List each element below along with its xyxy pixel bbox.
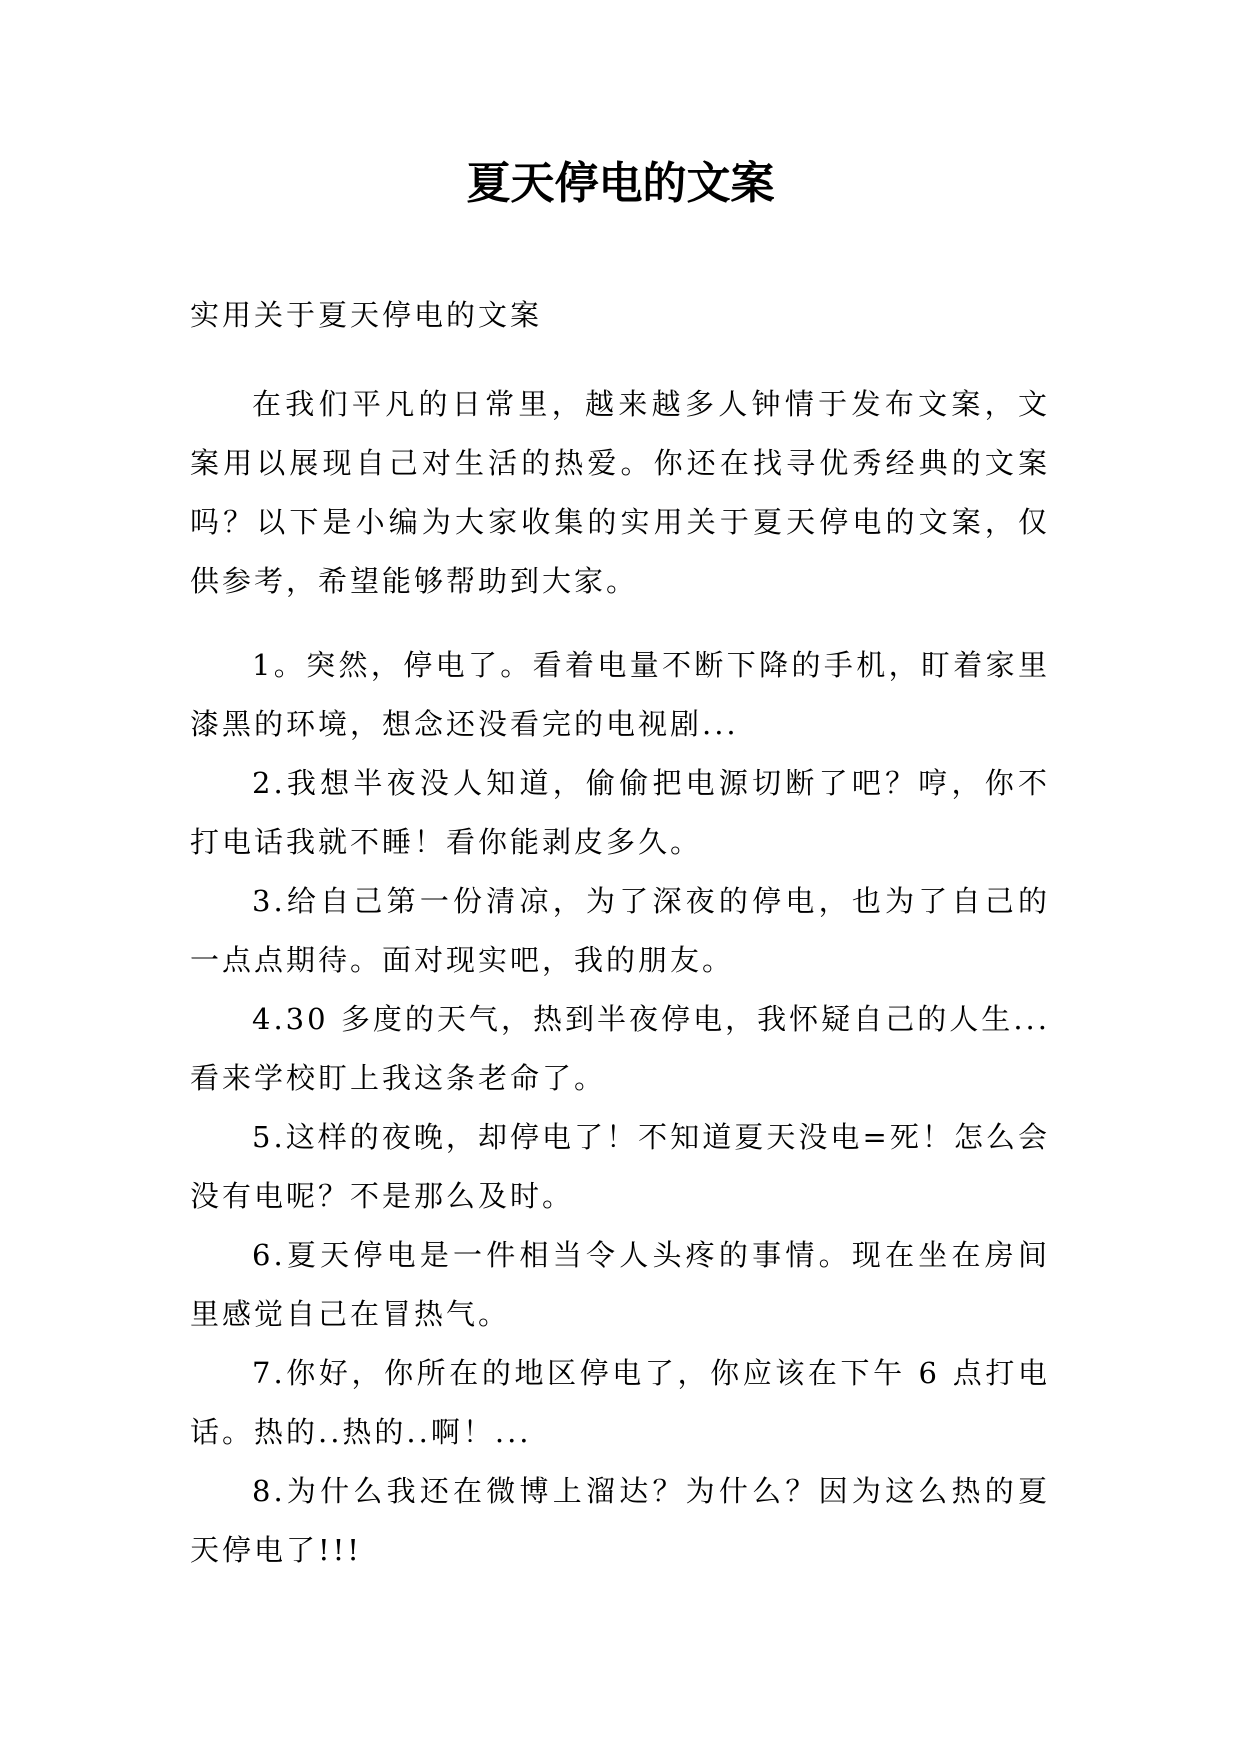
list-item: 3.给自己第一份清凉，为了深夜的停电，也为了自己的一点点期待。面对现实吧，我的朋友。 (190, 884, 1050, 977)
list-item: 7.你好，你所在的地区停电了，你应该在下午 6 点打电话。热的..热的..啊！... (190, 1356, 1050, 1449)
list-item: 1。突然，停电了。看着电量不断下降的手机，盯着家里漆黑的环境，想念还没看完的电视剧... (190, 648, 1050, 741)
intro-paragraph: 在我们平凡的日常里，越来越多人钟情于发布文案，文案用以展现自己对生活的热爱。你还在找寻优秀经典的文案吗？以下是小编为大家收集的实用关于夏天停电的文案，仅供参考，希望能够帮助到大家。 (190, 387, 1050, 598)
item-list (190, 636, 1050, 1580)
list-item: 8.为什么我还在微博上溜达？为什么？因为这么热的夏天停电了!!! (190, 1474, 1050, 1567)
list-item: 6.夏天停电是一件相当令人头疼的事情。现在坐在房间里感觉自己在冒热气。 (190, 1238, 1050, 1331)
document-subtitle: 实用关于夏天停电的文案 (190, 298, 543, 332)
list-item: 2.我想半夜没人知道，偷偷把电源切断了吧？哼，你不打电话我就不睡！看你能剥皮多久。 (190, 766, 1050, 859)
document-title: 夏天停电的文案 (466, 158, 775, 209)
list-item: 4.30 多度的天气，热到半夜停电，我怀疑自己的人生...看来学校盯上我这条老命了。 (190, 1002, 1050, 1095)
list-item: 5.这样的夜晚，却停电了！不知道夏天没电=死！怎么会没有电呢？不是那么及时。 (190, 1120, 1050, 1213)
